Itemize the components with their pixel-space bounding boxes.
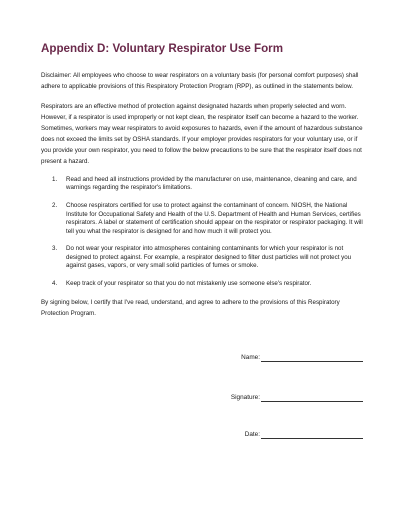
intro-text: Respirators are an effective method of protection against designated hazards when properly selected and worn. However, if a respirator is used improperly or not kept clean, the respirator itself can become a hazard to the worker. Sometimes, workers may wear respirators to avoid exposures to hazards, even if the amount of hazardous substance does not exceed the limits set by OSHA standards. If your employer provides respirators for your voluntary use, or if you provide your own respirator, you need to follow the below precautions to be sure that the respirator itself does not present a hazard.: [41, 103, 363, 165]
date-field-block: [41, 430, 363, 440]
signature-input-line[interactable]: [261, 395, 363, 403]
list-item: [41, 280, 363, 288]
signature-field-block: [41, 393, 363, 403]
name-field-block: [41, 353, 363, 363]
list-item-text: Read and heed all instructions provided by the manufacturer on use, maintenance, cleaning and care, and warnings regarding the respirator's limitations.: [66, 176, 357, 192]
date-label: Date:: [244, 431, 260, 438]
disclaimer-text: Disclaimer: All employees who choose to wear respirators on a voluntary basis (for personal comfort purposes) shall adhere to applicable provisions of this Respiratory Protection Program (RPP), as outlined in the statements below.: [41, 72, 359, 90]
form-page: [41, 42, 363, 438]
signature-field: [231, 393, 363, 402]
name-label: Name:: [241, 354, 260, 361]
list-item-text: Do not wear your respirator into atmospheres containing contaminants for which your respirator is not designed to protect against. For example, a respirator designed to filter dust particles will not protect you against gases, vapors, or very small solid particles of fumes or smoke.: [66, 245, 352, 270]
precautions-list: [41, 176, 363, 289]
date-input-line[interactable]: [261, 432, 363, 440]
list-item-text: Choose respirators certified for use to protect against the contaminant of concern. NIOSH, the National Institute for Occupational Safety and Health of the U.S. Department of Health and Human Services, certifies respirators. A label or statement of certification should appear on the respirator or respirator packaging. It will tell you what the respirator is designed for and how much it will protect you.: [66, 202, 363, 235]
list-item-number: 3.: [52, 245, 58, 253]
list-item-number: 2.: [52, 202, 58, 210]
list-item: [41, 245, 363, 270]
page-title: Appendix D: Voluntary Respirator Use Form: [41, 42, 284, 55]
list-item-number: 4.: [52, 280, 58, 288]
list-item-text: Keep track of your respirator so that you do not mistakenly use someone else's respirator.: [66, 280, 312, 288]
name-field: [241, 353, 363, 362]
list-item: [41, 176, 363, 193]
date-field: [245, 430, 363, 439]
certification-text: By signing below, I certify that I've read, understand, and agree to adhere to the provisions of this Respiratory Protection Program.: [41, 299, 340, 318]
name-input-line[interactable]: [261, 355, 363, 363]
signature-label: Signature:: [230, 394, 260, 401]
list-item-number: 1.: [52, 176, 58, 183]
list-item: [41, 202, 363, 236]
